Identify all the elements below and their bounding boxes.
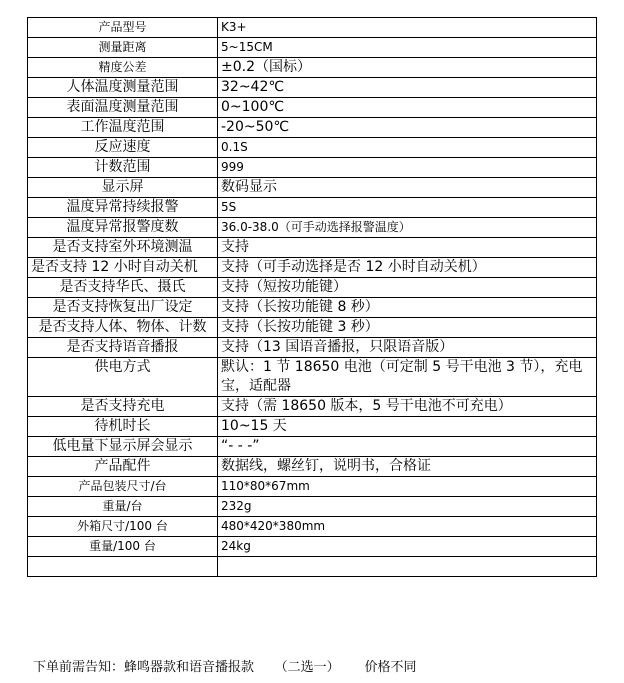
spec-row-voice-broadcast xyxy=(28,338,597,358)
spec-row-count-range xyxy=(28,158,597,178)
row-value: 32~42℃ xyxy=(218,78,597,98)
row-label: 人体温度测量范围 xyxy=(28,78,218,98)
row-label: 温度异常持续报警 xyxy=(28,198,218,218)
row-value: -20~50℃ xyxy=(218,118,597,138)
spec-row-low-battery xyxy=(28,437,597,457)
spec-row-unit-weight xyxy=(28,497,597,517)
row-label: 是否支持 12 小时自动关机 xyxy=(28,258,218,278)
spec-row-factory-reset xyxy=(28,298,597,318)
row-label: 重量/台 xyxy=(28,497,218,517)
row-value: 110*80*67mm xyxy=(218,477,597,497)
row-label: 是否支持恢复出厂设定 xyxy=(28,298,218,318)
spec-row-display xyxy=(28,178,597,198)
spec-row-surface-temp-range xyxy=(28,98,597,118)
spec-row-carton-size xyxy=(28,517,597,537)
spec-row-power-supply xyxy=(28,358,597,397)
row-label: 是否支持充电 xyxy=(28,397,218,417)
spec-row-outdoor-support xyxy=(28,238,597,258)
row-value: 480*420*380mm xyxy=(218,517,597,537)
row-value: 数据线，螺丝钉，说明书，合格证 xyxy=(218,457,597,477)
row-label: 工作温度范围 xyxy=(28,118,218,138)
spec-row-body-temp-range xyxy=(28,78,597,98)
spec-row-mode-switch xyxy=(28,318,597,338)
spec-row-model xyxy=(28,18,597,38)
row-value: 支持（长按功能键 3 秒） xyxy=(218,318,597,338)
row-value: 0~100℃ xyxy=(218,98,597,118)
spec-sheet xyxy=(27,17,597,577)
row-label: 产品包装尺寸/台 xyxy=(28,477,218,497)
row-value: “- - -” xyxy=(218,437,597,457)
row-value: ±0.2（国标） xyxy=(218,58,597,78)
spec-row-standby xyxy=(28,417,597,437)
spec-table xyxy=(27,17,597,577)
row-value: 支持（短按功能键） xyxy=(218,278,597,298)
spec-row-response-speed xyxy=(28,138,597,158)
row-value: 5~15CM xyxy=(218,38,597,58)
row-value: 0.1S xyxy=(218,138,597,158)
row-value: 支持（13 国语音播报，只限语音版） xyxy=(218,338,597,358)
row-value: 支持（需 18650 版本，5 号干电池不可充电） xyxy=(218,397,597,417)
row-label: 是否支持室外环境测温 xyxy=(28,238,218,258)
row-value: 999 xyxy=(218,158,597,178)
row-value: 5S xyxy=(218,198,597,218)
row-label: 显示屏 xyxy=(28,178,218,198)
row-value: K3+ xyxy=(218,18,597,38)
spec-row-alarm-threshold xyxy=(28,218,597,238)
row-label: 产品配件 xyxy=(28,457,218,477)
row-value: 支持 xyxy=(218,238,597,258)
spec-row-empty xyxy=(28,557,597,577)
row-value: 232g xyxy=(218,497,597,517)
row-label: 是否支持人体、物体、计数 xyxy=(28,318,218,338)
spec-row-unit-switch xyxy=(28,278,597,298)
row-label: 低电量下显示屏会显示 xyxy=(28,437,218,457)
row-label: 是否支持华氏、摄氏 xyxy=(28,278,218,298)
row-label: 表面温度测量范围 xyxy=(28,98,218,118)
spec-row-charging xyxy=(28,397,597,417)
order-note: 下单前需告知：蜂鸣器款和语音播报款 （二选一） 价格不同 xyxy=(33,660,417,675)
row-label-empty xyxy=(28,557,218,577)
row-label: 温度异常报警度数 xyxy=(28,218,218,238)
spec-row-carton-weight xyxy=(28,537,597,557)
row-label: 待机时长 xyxy=(28,417,218,437)
spec-row-package-size xyxy=(28,477,597,497)
row-label: 重量/100 台 xyxy=(28,537,218,557)
spec-row-alarm-duration xyxy=(28,198,597,218)
row-value: 24kg xyxy=(218,537,597,557)
spec-row-auto-shutdown xyxy=(28,258,597,278)
row-value: 支持（长按功能键 8 秒） xyxy=(218,298,597,318)
spec-row-distance xyxy=(28,38,597,58)
row-label: 供电方式 xyxy=(28,358,218,397)
row-label: 计数范围 xyxy=(28,158,218,178)
row-label: 是否支持语音播报 xyxy=(28,338,218,358)
row-value: 数码显示 xyxy=(218,178,597,198)
row-label: 反应速度 xyxy=(28,138,218,158)
spec-row-accuracy xyxy=(28,58,597,78)
spec-row-accessories xyxy=(28,457,597,477)
row-label: 精度公差 xyxy=(28,58,218,78)
row-value: 36.0-38.0（可手动选择报警温度） xyxy=(218,218,597,238)
row-value: 10~15 天 xyxy=(218,417,597,437)
spec-row-operating-temp xyxy=(28,118,597,138)
row-value: 支持（可手动选择是否 12 小时自动关机） xyxy=(218,258,597,278)
row-value-empty xyxy=(218,557,597,577)
row-label: 外箱尺寸/100 台 xyxy=(28,517,218,537)
row-label: 测量距离 xyxy=(28,38,218,58)
row-value: 默认：1 节 18650 电池（可定制 5 号干电池 3 节），充电宝，适配器 xyxy=(218,358,597,397)
row-label: 产品型号 xyxy=(28,18,218,38)
